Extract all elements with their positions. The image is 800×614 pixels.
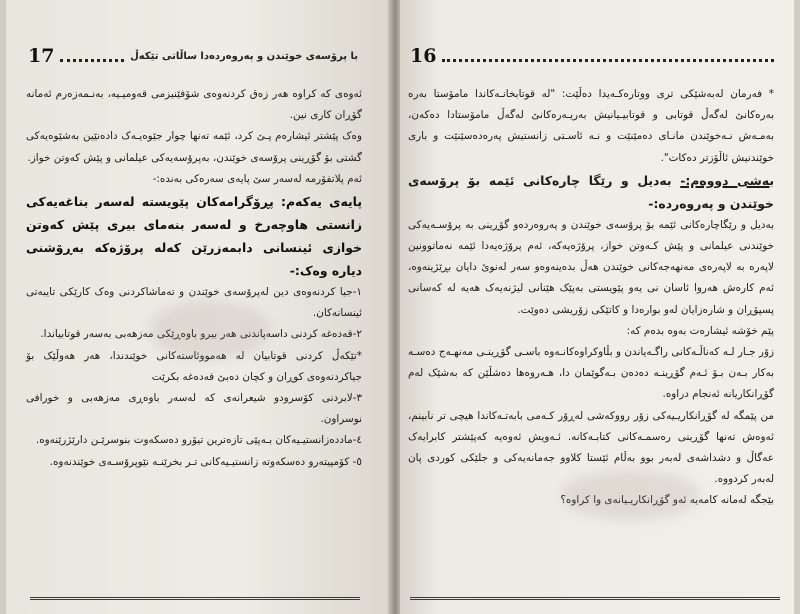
right-page-body (408, 84, 774, 512)
list-item: ١-جیا کردنەوەی دین لەپرۆسەی خوێندن و تەماشاکردنی وەک کارێکی تایبەتی ئینسانەکان. (26, 286, 362, 320)
list-item: ٤-ماددەزانستیـیەکان بـەپێی تازەترین تیۆرو دەسکەوت بنوسرێـن دارێژرێنەوە. (35, 434, 362, 447)
paragraph: ئەم پلاتفۆرمە لەسەر سێ پایەی سەرەکی بەندە:- (152, 172, 362, 185)
paragraph: بەدیل و رێگاچارەکانی ئێمە بۆ پرۆسەی خوێندن و پەروەردەو گۆڕینی بە پرۆسـەیەکی خوێندنی عیلمانی و پێش کـەوتن خواز، پرۆژەیەکە، ئەم پرۆژەیەدا ئێمە نەماتوونین لاپەرە بە لاپەرەی مەنهەجەکانی خوێندن هەڵ بدەینەوەو سەر لەنوێ دایان بڕێژینەوە، ئەم کارەش هەروا ئاسان نی یەو پێویستی بەپێک هێنانی لیژنەیەک هەیە لە کەسانی پسپۆڕان و شارەزایان لەو بوارەدا و کاتێکی زۆریشی دەوێت. (408, 218, 774, 316)
list-item: ٥- کۆمپیتەرو دەسکەوتە زانستیـیەکانی تـر بخرێنـە نێوپرۆسـەی خوێندنەوە. (49, 455, 362, 468)
paper-smudge (560, 470, 700, 520)
running-title: با پرۆسەی خوێندن و پەروەردەدا ساڵاتی تێکەڵ (130, 50, 358, 62)
section-title: بەدیل و رێگا چارەکانی ئێمە بۆ پرۆسەی خوێندن و پەروەردە:- (408, 172, 774, 211)
footer-rule (410, 597, 780, 600)
footer-rule (30, 597, 360, 600)
paragraph: پێم خۆشە ئیشارەت بەوە بدەم کە: (626, 324, 774, 337)
right-page (400, 0, 794, 614)
pillar-heading: پایەی یەکەم: پڕۆگرامەکان پێویستە لەسەر بناغەیەکی زانستی هاوچەرخ و لەسەر بنەمای بیری پێش کەوتن خوازی ئینسانی دابمەزرێن کەلە پرۆژەکە بەڕۆشنی دیاره وەک:- (26, 194, 362, 279)
paragraph: من پێمگە لە گۆڕانکاریـیەکی زۆر رووکەشی لەڕۆر کـەمی بابەتـەکاندا هیچی تر نابینم، ئەوەش تەنها گۆڕینی رەسمـەکانی کتابـەکانە. ئـەویش ئەوەیە کەپێشتر کابرایەک عەگاڵ و دشداشەی لەبەر بوو بەڵام ئێستا کلاوو جەمانەیەکی و جلێکی کوردی پان لەبەر کردووە. (408, 409, 774, 486)
list-item: ٣-لابردنی کۆسرودو شیعرانەی کە لەسەر باوەڕی مەزهەبی و خورافی نوسراون. (26, 392, 362, 426)
paragraph: وەک پێشتر ئیشارەم پـێ کرد، ئێمە تەنها چوار جێوەیـەک دادەنێین بەشێوەیەکی گشتی بۆ گۆڕینی پرۆسەی خوێندن، بەپرۆسەیەکی عیلمانی و پێش کەوتن خواز. (26, 130, 362, 164)
section-heading (408, 169, 774, 215)
paragraph: زۆر جـار لـە کەناڵـەکانی راگـەیاندن و بڵاوکراوەکانـەوە باسـی گۆڕینـی مەنهـەج دەسـە بەکار بـەن بـۆ ئـەم گۆڕینـە دەدەن بـەگوێمان دا، هـەروەها دەشڵێن کە بەشێک لەم گۆڕانکاریانە ئەنجام دراوە. (408, 346, 774, 401)
page-number: 17 (28, 45, 55, 67)
paragraph: * فەرمان لەبەشێکی تری ووتارەکـەیدا دەڵێت: "لە قوتابخانـەکاندا مامۆستا بەرە بەرەکانێ لەگەڵ قوتابی و قوتابیـیانیش بەریـەرەکانێ لەگەڵ مامۆستادا دەکەن، بەمـەش نـەخوێندن مانـای دەمێنێت و نـە ئاسـتی زانستیش پەرەدەسێنێت و باری خوێندنیش ئاڵۆزتر دەکات". (408, 88, 774, 164)
header-dotted-rule (60, 59, 124, 62)
section-label: بەشی دووەم:- (680, 172, 774, 188)
header-dotted-rule (442, 59, 774, 62)
left-page-body (26, 84, 362, 473)
page-number: 16 (410, 45, 437, 67)
right-page-header (410, 44, 780, 68)
paragraph: بێجگە لەمانە کامەیە ئەو گۆڕانکاریـیانەی وا کراوە؟ (560, 494, 774, 507)
paper-smudge (150, 300, 270, 360)
paragraph: ئەوەی کە کراوە هەر زەق کردنەوەی شۆفێنیزمی قەومیـیە، بەنـمەزەرم ئەمانە گۆڕان کاری نین. (26, 88, 362, 122)
list-item: ٢-قەدەغە کردنی داسەپاندنی هەر بیرو باوەڕێکی مەزهەبی بەسەر قوتابیاندا. (40, 328, 362, 341)
left-page-header (28, 44, 358, 68)
list-item: *تێکەڵ کردنی قوتابیان لە هەمووئاستەکانی خوێندندا، هەر هەوڵێک بۆ جیاکردنەوەی کوڕان و کچان دەبێ قەدەغە بکرێت (26, 349, 362, 383)
